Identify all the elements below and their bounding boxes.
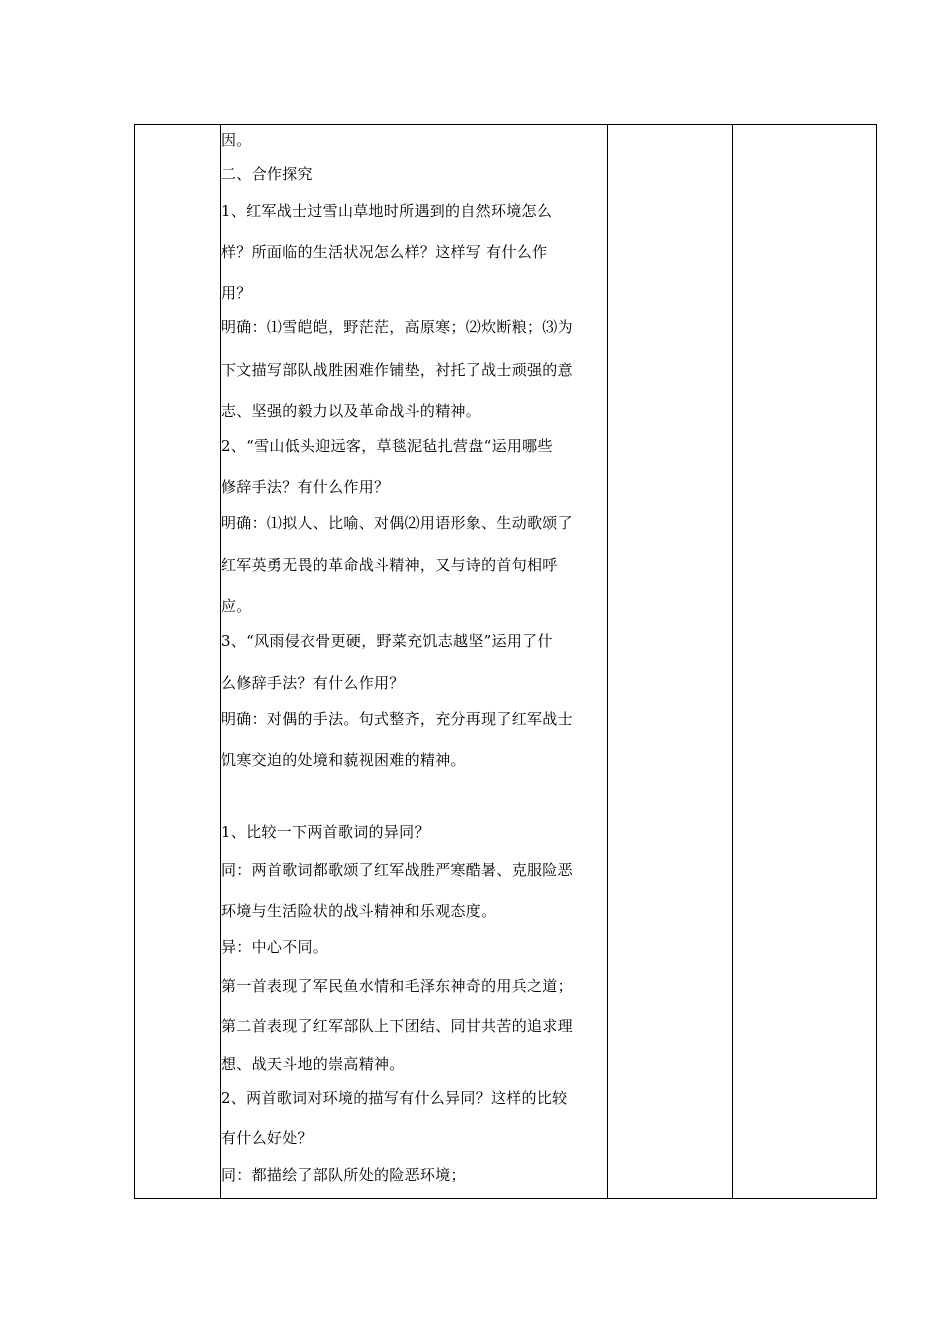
text-line: 用？ [221, 284, 252, 302]
text-line: 样？所面临的生活状况怎么样？这样写 有什么作 [221, 243, 548, 261]
text-line: 有什么好处？ [221, 1129, 313, 1147]
text-line: 志、坚强的毅力以及革命战斗的精神。 [221, 402, 482, 420]
text-line: 明确：⑴拟人、比喻、对偶⑵用语形象、生动歌颂了 [221, 514, 573, 532]
text-line: 2、两首歌词对环境的描写有什么异同？这样的比较 [221, 1089, 568, 1107]
text-line: 第二首表现了红军部队上下团结、同甘共苦的追求理 [221, 1017, 573, 1035]
text-line: 明确：对偶的手法。句式整齐，充分再现了红军战士 [221, 710, 573, 728]
column-divider-3 [732, 125, 733, 1198]
text-line: 2、“雪山低头迎远客，草毯泥毡扎营盘“运用哪些 [221, 437, 553, 455]
lesson-table [134, 124, 877, 1199]
text-line: 下文描写部队战胜困难作铺垫，衬托了战士顽强的意 [221, 361, 573, 379]
text-line: 因。 [221, 131, 252, 149]
text-line: 1、红军战士过雪山草地时所遇到的自然环境怎么 [221, 202, 553, 220]
text-line: 二、合作探究 [221, 165, 313, 183]
text-line: 1、比较一下两首歌词的异同？ [221, 823, 430, 841]
text-line: 想、战天斗地的崇高精神。 [221, 1055, 405, 1073]
text-line: 饥寒交迫的处境和藐视困难的精神。 [221, 751, 466, 769]
text-line: 环境与生活险状的战斗精神和乐观态度。 [221, 902, 497, 920]
text-line: 3、“风雨侵衣骨更硬，野菜充饥志越坚”运用了什 [221, 632, 553, 650]
text-line: 同：都描绘了部队所处的险恶环境； [221, 1166, 466, 1184]
text-line: 应。 [221, 597, 252, 615]
content-cell [221, 125, 607, 1198]
column-divider-2 [607, 125, 608, 1198]
text-line: 修辞手法？有什么作用？ [221, 478, 390, 496]
text-line: 红军英勇无畏的革命战斗精神，又与诗的首句相呼 [221, 556, 558, 574]
text-line: 明确：⑴雪皑皑，野茫茫，高原寒；⑵炊断粮；⑶为 [221, 318, 573, 336]
text-line: 第一首表现了军民鱼水情和毛泽东神奇的用兵之道； [221, 977, 573, 995]
text-line: 同：两首歌词都歌颂了红军战胜严寒酷暑、克服险恶 [221, 861, 573, 879]
text-line: 么修辞手法？有什么作用？ [221, 674, 405, 692]
text-line: 异：中心不同。 [221, 938, 329, 956]
